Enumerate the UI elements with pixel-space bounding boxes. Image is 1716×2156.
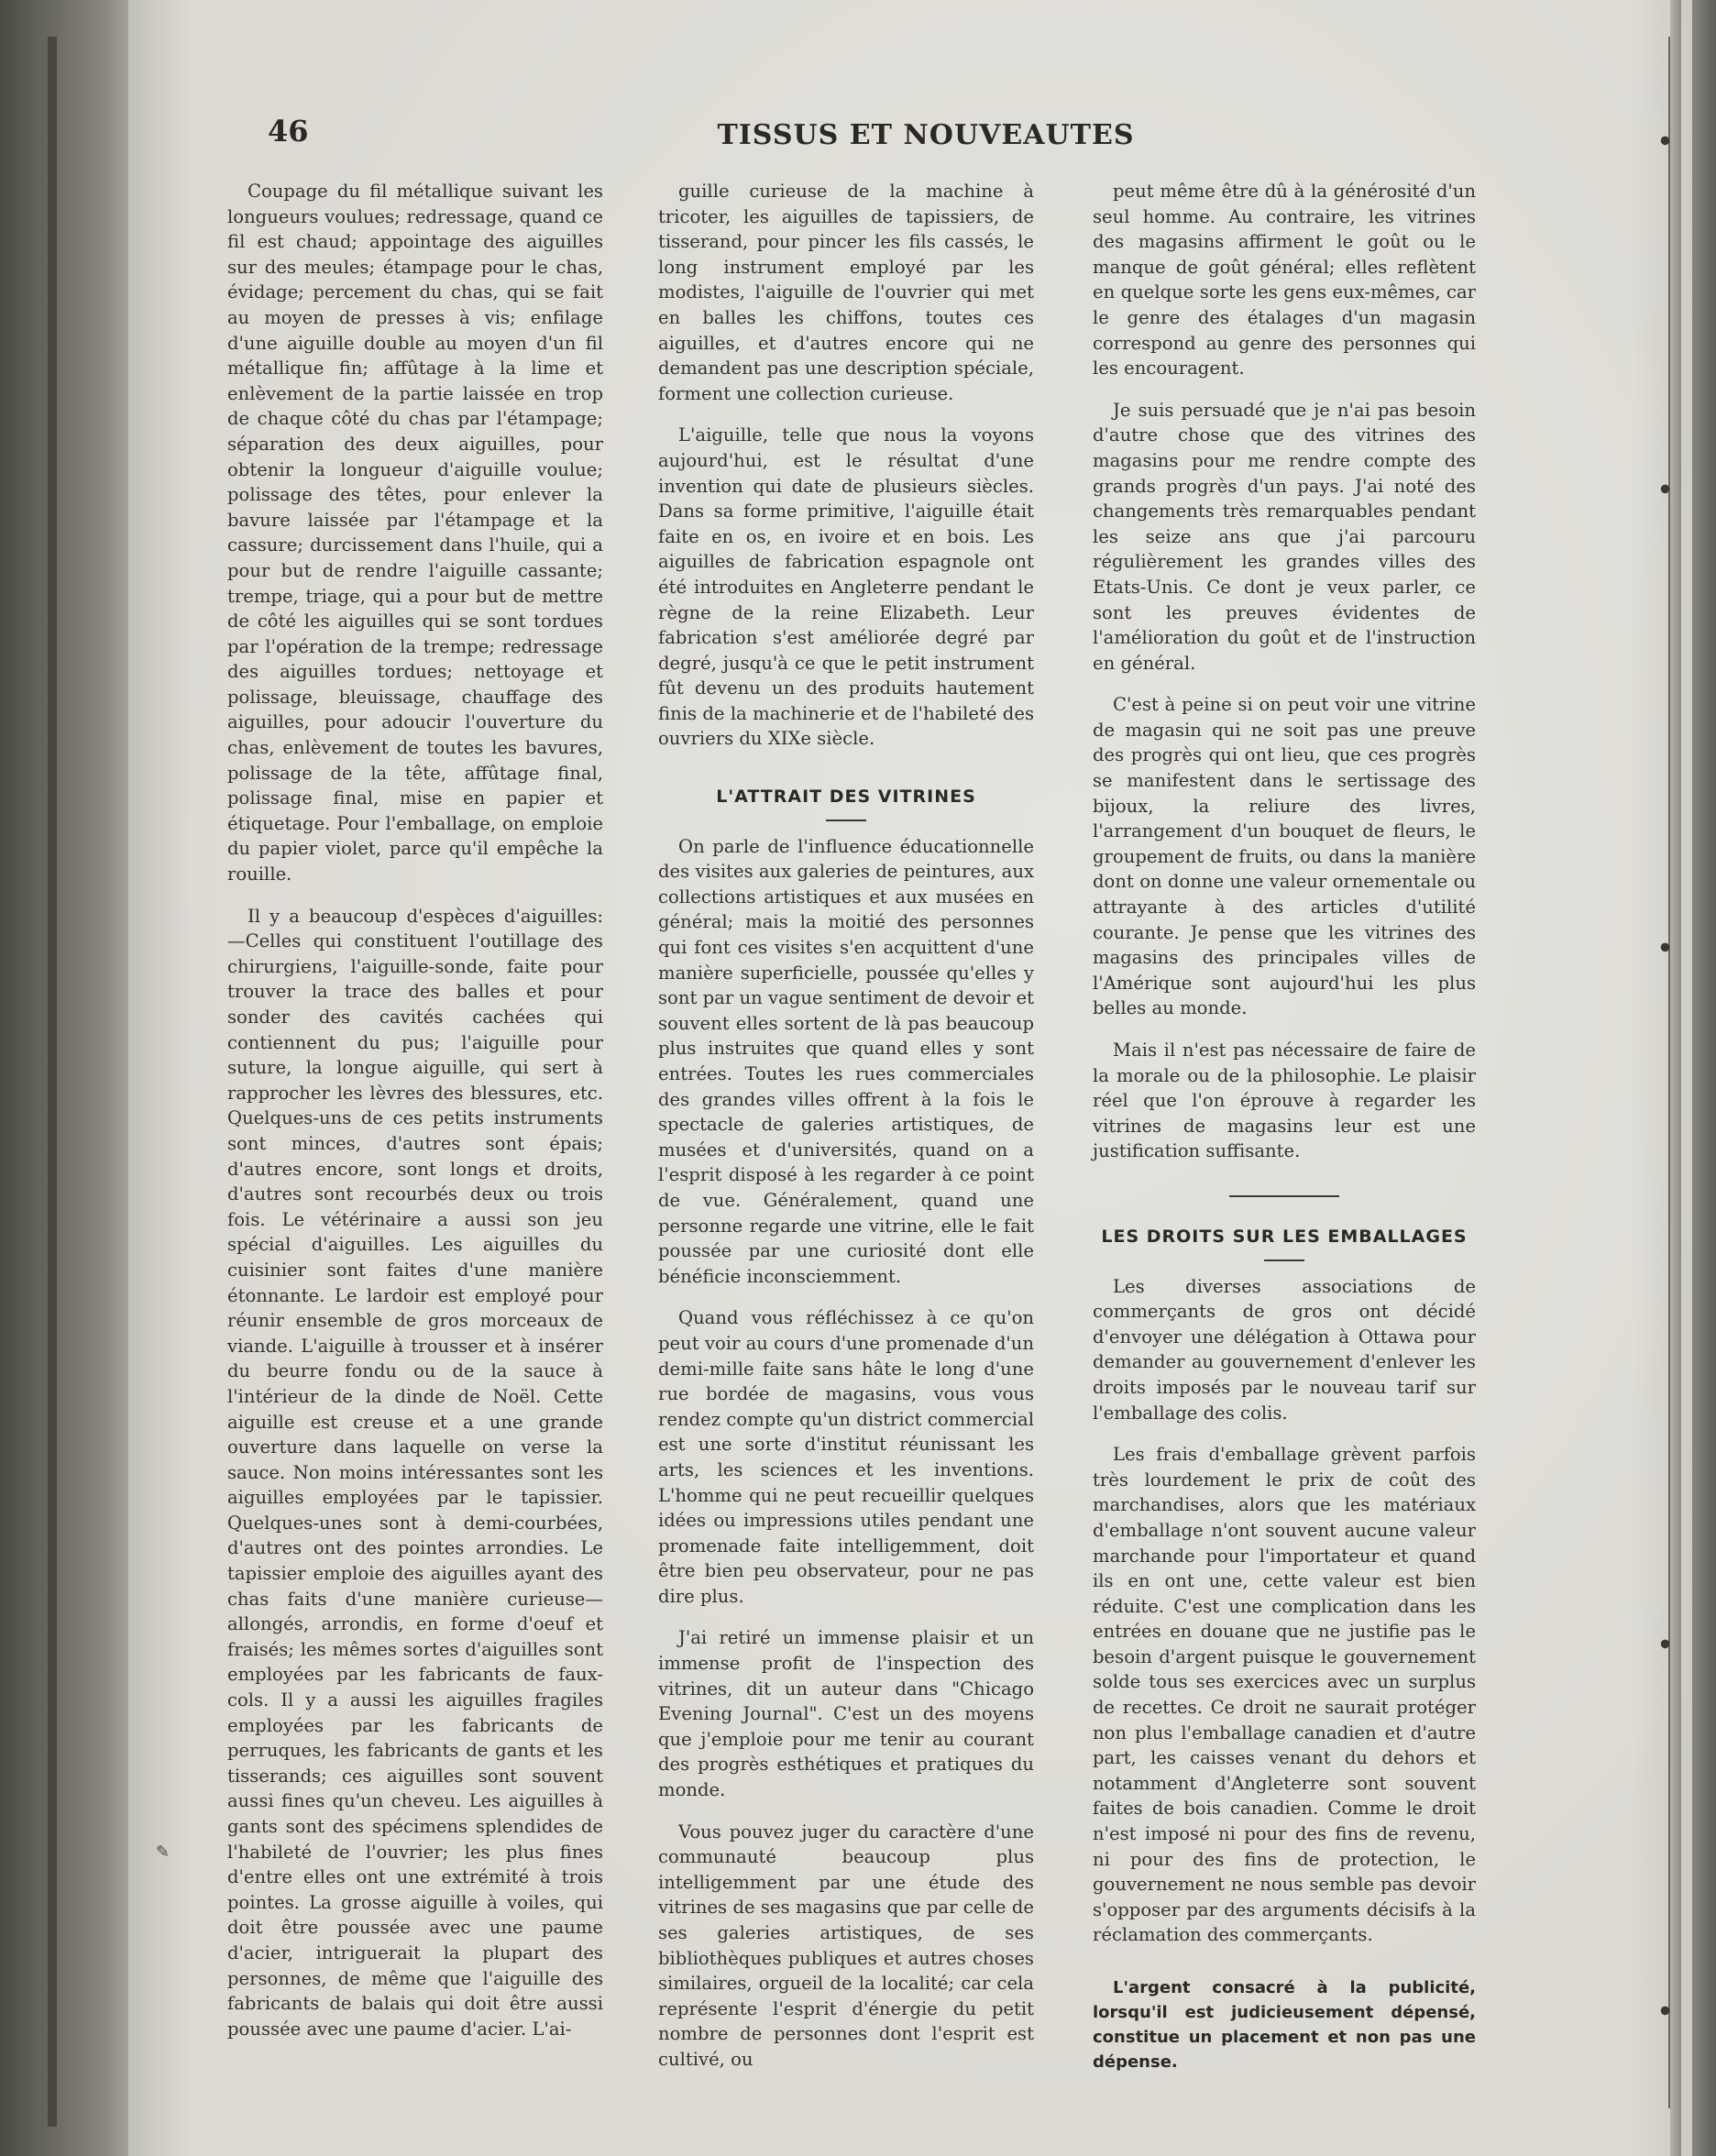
- paragraph: Quand vous réfléchissez à ce qu'on peut voir au cours d'une promenade d'un demi-mille faite sans hâte le long d'une rue bordée de magasins, vous vous rendez compte qu'un district commercial est une sorte d'institut réunissant les arts, les sciences et les inventions. L'homme qui ne peut recueillir quelques idées ou impressions utiles pendant une promenade faite intelligemment, doit être bien peu observateur, pour ne pas dire plus.: [658, 1307, 1034, 1607]
- section-title-vitrines: L'ATTRAIT DES VITRINES: [716, 786, 976, 808]
- paragraph: Coupage du fil métallique suivant les longueurs voulues; redressage, quand ce fil est chaud; appointage des aiguilles sur des meules; étampage pour le chas, évidage; percement du chas, qui se fait au moyen de presses à vis; enfilage d'une aiguille double au moyen d'un fil métallique fin; affûtage à la lime et enlèvement de la partie laissée en trop de chaque côté du chas par l'étampage; séparation des deux aiguilles, pour obtenir la longueur d'aiguille voulue; polissage des têtes, pour enlever la bavure laissée par l'étampage et la cassure; durcissement dans l'huile, qui a pour but de rendre l'aiguille cassante; trempe, triage, qui a pour but de mettre de côté les aiguilles qui se sont tordues par l'opération de la trempe; redressage des aiguilles tordues; nettoyage et polissage, bleuissage, chauffage des aiguilles, pour adoucir l'ouverture du chas, enlèvement de toutes les bavures, polissage de la tête, affûtage final, polissage final, mise en papier et étiquetage. Pour l'emballage, on emploie du papier violet, parce qu'il empêche la rouille.: [227, 181, 603, 886]
- paragraph: Vous pouvez juger du caractère d'une communauté beaucoup plus intelligemment par une étude des vitrines de ses magasins que par celle de ses galeries artistiques, de ses bibliothèques publiques et autres choses similaires, orgueil de la localité; car cela représente l'esprit d'énergie du petit nombre de personnes dont l'esprit est cultivé, ou: [658, 1820, 1034, 2070]
- text-column-3: [1093, 179, 1476, 2074]
- section-divider: [1264, 1260, 1304, 1261]
- paragraph: Mais il n'est pas nécessaire de faire de la morale ou de la philosophie. Le plaisir réel que l'on éprouve à regarder les vitrines de magasins leur est une justification suffisante.: [1093, 1040, 1476, 1162]
- paragraph: On parle de l'influence éducationnelle des visites aux galeries de peintures, aux collections artistiques et aux musées en général; mais la moitié des personnes qui font ces visites s'en acquittent d'une manière superficielle, poussée qu'elles y sont par un vague sentiment de devoir et souvent elles sortent de là pas beaucoup plus instruites que quand elles y sont entrées. Toutes les rues commerciales des grandes villes offrent à la fois le spectacle de galeries artistiques, de musées et d'universités, quand on a l'esprit disposé à les regarder à ce point de vue. Généralement, quand une personne regarde une vitrine, elle le fait poussée par une curiosité dont elle bénéficie inconsciemment.: [658, 835, 1034, 1287]
- fold-stitch-icon: ⦁: [1660, 477, 1671, 500]
- fold-stitch-icon: ⦁: [1660, 935, 1671, 958]
- binding-strip: [48, 37, 57, 2127]
- text-column-2: [658, 179, 1034, 2089]
- paragraph: guille curieuse de la machine à tricoter, les aiguilles de tapissiers, de tisserand, pour pincer les fils cassés, le long instrument employé par les modistes, l'aiguille de l'ouvrier qui met en balles les chiffons, toutes ces aiguilles, et d'autres encore qui ne demandent pas une description spéciale, forment une collection curieuse.: [658, 181, 1034, 404]
- section-title-emballages: LES DROITS SUR LES EMBALLAGES: [1101, 1226, 1468, 1247]
- scan-binding-left: [0, 0, 133, 2156]
- paragraph: Il y a beaucoup d'espèces d'aiguilles: —Celles qui constituent l'outillage des chirurgiens, l'aiguille-sonde, faite pour trouver la trace des balles et pour sonder des cavités cachées qui contiennent du pus; l'aiguille pour suture, la longue aiguille, qui sert à rapprocher les lèvres des blessures, etc. Quelques-uns de ces petits instruments sont minces, d'autres sont épais; d'autres encore, sont longs et droits, d'autres sont recourbés deux ou trois fois. Le vétérinaire a aussi son jeu spécial d'aiguilles. Les aiguilles du cuisinier sont faites d'une manière étonnante. Le lardoir est employé pour réunir ensemble de gros morceaux de viande. L'aiguille à trousser et à insérer du beurre fondu ou de la sauce à l'intérieur de la dinde de Noël. Cette aiguille est creuse et a une grande ouverture dans laquelle on verse la sauce. Non moins intéressantes sont les aiguilles employées par le tapissier. Quelques-unes sont à demi-courbées, d'autres ont des pointes arrondies. Le tapissier emploie des aiguilles ayant des chas faits d'une manière curieuse—allongés, arrondis, en forme d'oeuf et fraisés; les mêmes sortes d'aiguilles sont employées par les fabricants de faux-cols. Il y a aussi les aiguilles fragiles employées par les fabricants de perruques, les fabricants de gants et les tisserands; ces aiguilles sont souvent aussi fines qu'un cheveu. Les aiguilles à gants sont des spécimens splendides de l'habileté de l'ouvrier; les plus fines d'entre elles ont une extrémité à trois pointes. La grosse aiguille à voiles, qui doit être poussée avec une paume d'acier, intriguerait la plupart des personnes, de même que l'aiguille des fabricants de balais qui doit être aussi poussée avec une paume d'acier. L'ai-: [227, 905, 603, 2040]
- margin-mark-icon: ✎: [156, 1842, 170, 1862]
- fold-stitch-icon: ⦁: [1660, 128, 1671, 151]
- fold-stitch-icon: ⦁: [1660, 1998, 1671, 2021]
- paragraph: peut même être dû à la générosité d'un seul homme. Au contraire, les vitrines des magasins affirment le goût ou le manque de goût général; elles reflètent en quelque sorte les gens eux-mêmes, car le genre des étalages d'un magasin correspond au genre des personnes qui les encouragent.: [1093, 181, 1476, 380]
- paragraph: Les frais d'emballage grèvent parfois très lourdement le prix de coût des marchandises, alors que les matériaux d'emballage n'ont souvent aucune valeur marchande pour l'importateur et quand ils en ont une, cette valeur est bien réduite. C'est une complication dans les entrées en douane que ne justifie pas le besoin d'argent puisque le gouvernement solde tous ses exercices avec un surplus de recettes. Ce droit ne saurait protéger non plus l'emballage canadien et d'autre part, les caisses venant du dehors et notamment d'Angleterre sont souvent faites de bois canadien. Comme le droit n'est imposé ni pour des fins de revenu, ni pour des fins de protection, le gouvernement ne nous semble pas devoir s'opposer par des arguments décisifs à la réclamation des commerçants.: [1093, 1444, 1476, 1946]
- page-number: 46: [268, 114, 309, 148]
- paragraph: J'ai retiré un immense plaisir et un immense profit de l'inspection des vitrines, dit un auteur dans "Chicago Evening Journal". C'est un des moyens que j'emploie pour me tenir au courant des progrès esthétiques et pratiques du monde.: [658, 1627, 1034, 1801]
- running-head-title: TISSUS ET NOUVEAUTES: [717, 119, 1135, 151]
- section-divider: [1229, 1195, 1339, 1197]
- paragraph: Je suis persuadé que je n'ai pas besoin d'autre chose que des vitrines des magasins pour me rendre compte des grands progrès d'un pays. J'ai noté des changements très remarquables pendant les seize ans que j'ai parcouru régulièrement les grandes villes des Etats-Unis. Ce dont je veux parler, ce sont les preuves évidentes de l'amélioration du goût et de l'instruction en général.: [1093, 399, 1476, 674]
- paragraph: L'aiguille, telle que nous la voyons aujourd'hui, est le résultat d'une invention qui date de plusieurs siècles. Dans sa forme primitive, l'aiguille était faite en os, en ivoire et en bois. Les aiguilles de fabrication espagnole ont été introduites en Angleterre pendant le règne de la reine Elizabeth. Leur fabrication s'est améliorée degré par degré, jusqu'à ce que le petit instrument fût devenu un des produits hautement finis de la machinerie et de l'habileté des ouvriers du XIXe siècle.: [658, 424, 1034, 750]
- advertising-callout: L'argent consacré à la publicité, lorsqu'il est judicieusement dépensé, constitue un placement et non pas une dépense.: [1093, 1978, 1476, 2072]
- section-divider: [826, 820, 866, 821]
- paragraph: C'est à peine si on peut voir une vitrine de magasin qui ne soit pas une preuve des progrès qui ont lieu, que ces progrès se manifestent dans le sertissage des bijoux, la reliure des livres, l'arrangement d'un bouquet de fleurs, le groupement de fruits, ou dans la manière dont on donne une valeur ornementale ou attrayante à des articles d'utilité courante. Je pense que les vitrines des magasins des principales villes de l'Amérique sont aujourd'hui les plus belles au monde.: [1093, 694, 1476, 1019]
- text-column-1: [227, 179, 603, 2058]
- fold-stitch-icon: ⦁: [1660, 1632, 1671, 1655]
- paragraph: Les diverses associations de commerçants de gros ont décidé d'envoyer une délégation à Ottawa pour demander au gouvernement d'enlever les droits imposés par le nouveau tarif sur l'emballage des colis.: [1093, 1275, 1476, 1424]
- page-gutter-right: [1670, 0, 1681, 2156]
